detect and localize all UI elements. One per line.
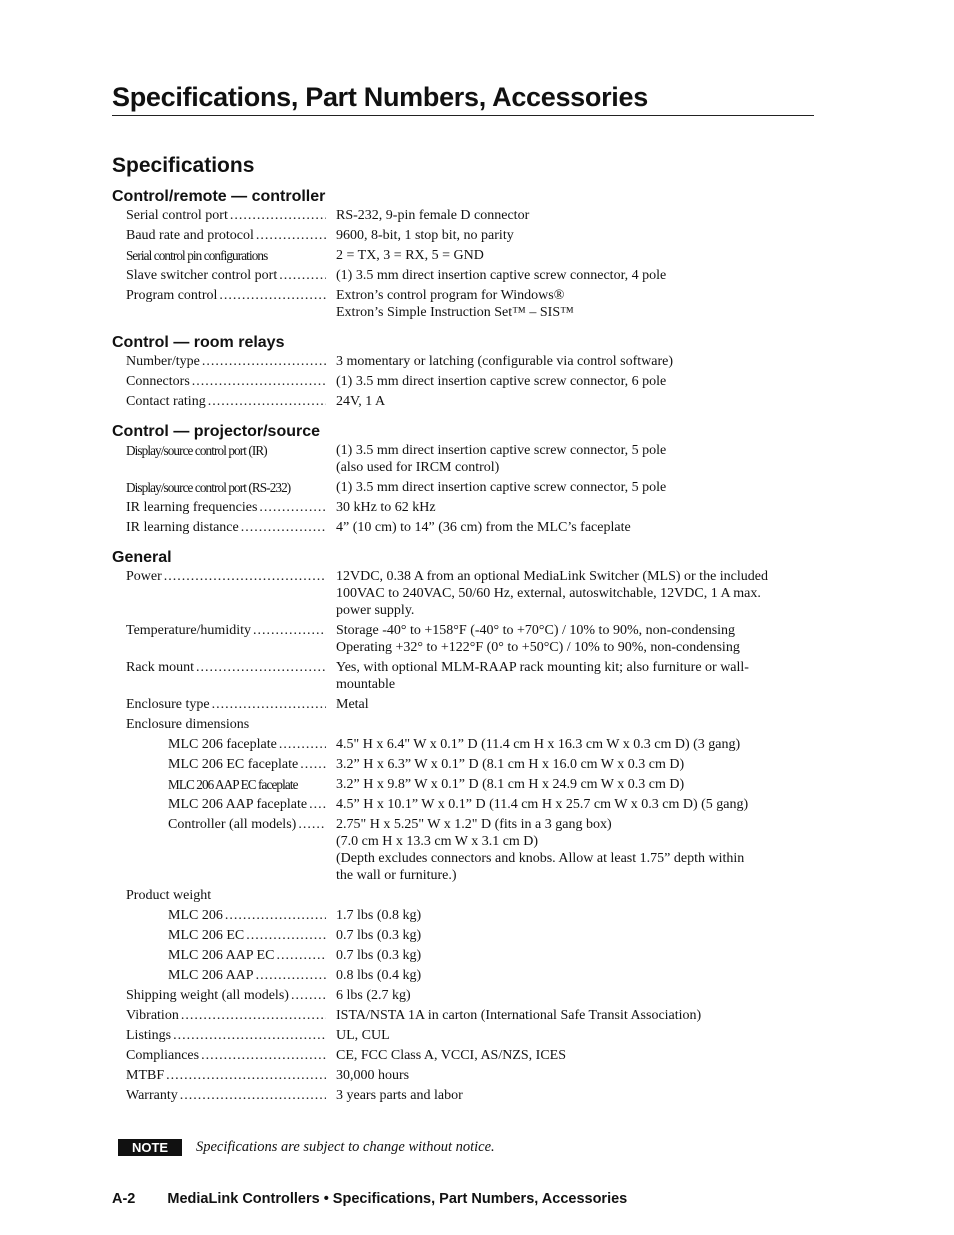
spec-label-cell — [112, 1007, 336, 1027]
spec-row — [112, 1087, 768, 1107]
spec-label-cell — [112, 373, 336, 393]
spec-row — [112, 622, 768, 659]
spec-label-cell — [112, 696, 336, 716]
spec-value-line: 24V, 1 A — [336, 394, 386, 409]
spec-row — [112, 393, 673, 413]
spec-value-line: mountable — [336, 677, 396, 692]
spec-label-cell — [112, 227, 336, 247]
spec-value-line: power supply. — [336, 603, 415, 618]
leader-dots — [300, 756, 326, 773]
leader-dots — [230, 207, 326, 224]
spec-value-cell — [336, 887, 768, 907]
note-callout — [118, 1139, 495, 1156]
spec-value-cell — [336, 736, 768, 756]
spec-value-cell — [336, 227, 666, 247]
spec-label-cell — [112, 967, 336, 987]
spec-label: MLC 206 AAP EC — [168, 948, 275, 963]
leader-dots — [309, 796, 326, 813]
spec-label-cell — [112, 1027, 336, 1047]
leader-dots — [256, 967, 326, 984]
spec-label: Controller (all models) — [168, 817, 297, 832]
spec-label: MLC 206 EC — [168, 928, 245, 943]
spec-value-cell — [336, 1027, 768, 1047]
spec-row — [112, 887, 768, 907]
spec-value-cell — [336, 696, 768, 716]
spec-value-line: (1) 3.5 mm direct insertion captive screw connector, 5 pole — [336, 480, 667, 495]
spec-value-line: 3.2” H x 9.8” W x 0.1” D (8.1 cm H x 24.9 cm W x 0.3 cm D) — [336, 777, 685, 792]
spec-label-cell — [112, 816, 336, 887]
spec-value-line: 100VAC to 240VAC, 50/60 Hz, external, autoswitchable, 12VDC, 1 A max. — [336, 586, 761, 601]
spec-label-cell — [112, 267, 336, 287]
spec-value-line: RS-232, 9-pin female D connector — [336, 208, 530, 223]
spec-label: Vibration — [126, 1008, 179, 1023]
spec-label: Program control — [126, 288, 218, 303]
spec-value-cell — [336, 267, 666, 287]
spec-value-line: 3 momentary or latching (configurable via control software) — [336, 354, 674, 369]
spec-label: IR learning frequencies — [126, 500, 258, 515]
spec-label: MLC 206 AAP faceplate — [168, 797, 308, 812]
spec-row — [112, 736, 768, 756]
page-title: Specifications, Part Numbers, Accessories — [112, 80, 814, 116]
spec-label-cell — [112, 207, 336, 227]
spec-label-cell — [112, 519, 336, 539]
spec-row — [112, 353, 673, 373]
spec-value-cell — [336, 1067, 768, 1087]
spec-label: Serial control port — [126, 208, 228, 223]
spec-label-cell — [112, 622, 336, 659]
spec-value-line: (1) 3.5 mm direct insertion captive screw connector, 5 pole — [336, 443, 667, 458]
spec-label: Contact rating — [126, 394, 206, 409]
spec-value-line: Extron’s control program for Windows® — [336, 288, 565, 303]
spec-content — [112, 187, 822, 1107]
leader-dots — [212, 696, 326, 713]
spec-label: Serial control pin configurations — [126, 248, 268, 263]
specifications-heading: Specifications — [112, 154, 255, 177]
spec-value-line: 6 lbs (2.7 kg) — [336, 988, 411, 1003]
section-heading: Control/remote — controller — [112, 188, 326, 205]
spec-value-line: the wall or furniture.) — [336, 868, 457, 883]
spec-label: Enclosure type — [126, 697, 210, 712]
spec-label: Temperature/humidity — [126, 623, 251, 638]
spec-label-cell — [112, 716, 336, 736]
spec-value-line: (1) 3.5 mm direct insertion captive screw connector, 4 pole — [336, 268, 667, 283]
section-heading: Control — projector/source — [112, 423, 321, 440]
spec-row — [112, 796, 768, 816]
spec-label: MLC 206 AAP — [168, 968, 254, 983]
footer-text: MediaLink Controllers • Specifications, Part Numbers, Accessories — [167, 1191, 628, 1207]
spec-value-line: (7.0 cm H x 13.3 cm W x 3.1 cm D) — [336, 834, 539, 849]
spec-label: Number/type — [126, 354, 200, 369]
leader-dots — [181, 1007, 326, 1024]
spec-row — [112, 247, 666, 267]
spec-value-cell — [336, 442, 666, 479]
spec-value-line: 2.75" H x 5.25" W x 1.2" D (fits in a 3 gang box) — [336, 817, 612, 832]
spec-value-line: 0.7 lbs (0.3 kg) — [336, 928, 422, 943]
spec-value-cell — [336, 1007, 768, 1027]
spec-row — [112, 568, 768, 622]
spec-value-line: 2 = TX, 3 = RX, 5 = GND — [336, 248, 484, 263]
spec-label-cell — [112, 393, 336, 413]
leader-dots — [202, 353, 326, 370]
spec-value-line: Extron’s Simple Instruction Set™ – SIS™ — [336, 305, 574, 320]
leader-dots — [279, 267, 326, 284]
spec-row — [112, 227, 666, 247]
spec-label: Slave switcher control port — [126, 268, 278, 283]
spec-label: MLC 206 EC faceplate — [168, 757, 299, 772]
spec-value-line: 30 kHz to 62 kHz — [336, 500, 436, 515]
spec-row — [112, 756, 768, 776]
spec-value-cell — [336, 568, 768, 622]
spec-value-cell — [336, 776, 768, 796]
spec-value-cell — [336, 907, 768, 927]
spec-value-line: Yes, with optional MLM-RAAP rack mounting kit; also furniture or wall- — [336, 660, 749, 675]
spec-value-line: 0.7 lbs (0.3 kg) — [336, 948, 422, 963]
leader-dots — [208, 393, 326, 410]
note-text: Specifications are subject to change without notice. — [196, 1139, 495, 1155]
section-heading: Control — room relays — [112, 334, 285, 351]
spec-value-cell — [336, 247, 666, 267]
leader-dots — [225, 907, 326, 924]
spec-row — [112, 716, 768, 736]
spec-label-cell — [112, 1047, 336, 1067]
leader-dots — [259, 499, 326, 516]
spec-row — [112, 1067, 768, 1087]
spec-value-cell — [336, 499, 666, 519]
spec-value-line: ISTA/NSTA 1A in carton (International Safe Transit Association) — [336, 1008, 702, 1023]
leader-dots — [279, 736, 326, 753]
spec-value-cell — [336, 716, 768, 736]
spec-table — [112, 568, 768, 1107]
spec-value-line: 4.5” H x 10.1” W x 0.1” D (11.4 cm H x 25.7 cm W x 0.3 cm D) (5 gang) — [336, 797, 749, 812]
spec-label: Enclosure dimensions — [126, 717, 250, 732]
spec-label-cell — [112, 1067, 336, 1087]
spec-value-line: (1) 3.5 mm direct insertion captive screw connector, 6 pole — [336, 374, 667, 389]
spec-value-cell — [336, 373, 673, 393]
spec-row — [112, 816, 768, 887]
spec-label: Listings — [126, 1028, 172, 1043]
spec-label-cell — [112, 987, 336, 1007]
spec-label: Power — [126, 569, 162, 584]
spec-label: MTBF — [126, 1068, 165, 1083]
spec-label-cell — [112, 247, 336, 267]
spec-label-cell — [112, 796, 336, 816]
leader-dots — [291, 987, 326, 1004]
spec-value-line: 3 years parts and labor — [336, 1088, 463, 1103]
spec-row — [112, 967, 768, 987]
spec-value-cell — [336, 353, 673, 373]
leader-dots — [173, 1027, 326, 1044]
spec-label-cell — [112, 659, 336, 696]
spec-value-cell — [336, 756, 768, 776]
spec-row — [112, 776, 768, 796]
spec-table — [112, 442, 666, 539]
spec-value-cell — [336, 796, 768, 816]
spec-label-cell — [112, 353, 336, 373]
spec-row — [112, 442, 666, 479]
spec-label-cell — [112, 568, 336, 622]
spec-value-cell — [336, 927, 768, 947]
spec-row — [112, 947, 768, 967]
spec-label-cell — [112, 479, 336, 499]
leader-dots — [246, 927, 326, 944]
leader-dots — [180, 1087, 326, 1104]
spec-value-line: 4.5" H x 6.4" W x 0.1” D (11.4 cm H x 16.3 cm W x 0.3 cm D) (3 gang) — [336, 737, 741, 752]
spec-label-cell — [112, 907, 336, 927]
spec-label: MLC 206 — [168, 908, 223, 923]
spec-label: Display/source control port (IR) — [126, 443, 267, 458]
spec-value-cell — [336, 947, 768, 967]
spec-value-cell — [336, 479, 666, 499]
spec-row — [112, 927, 768, 947]
spec-value-cell — [336, 967, 768, 987]
leader-dots — [164, 568, 326, 585]
spec-value-line: 30,000 hours — [336, 1068, 410, 1083]
spec-label: Warranty — [126, 1088, 178, 1103]
spec-label-cell — [112, 287, 336, 324]
leader-dots — [196, 659, 326, 676]
spec-value-cell — [336, 1087, 768, 1107]
spec-label: MLC 206 AAP EC faceplate — [168, 777, 298, 792]
spec-row — [112, 479, 666, 499]
spec-row — [112, 287, 666, 324]
spec-row — [112, 696, 768, 716]
spec-label: Compliances — [126, 1048, 200, 1063]
spec-value-line: (Depth excludes connectors and knobs. Allow at least 1.75” depth within — [336, 851, 745, 866]
spec-label: Display/source control port (RS-232) — [126, 480, 291, 495]
spec-label-cell — [112, 947, 336, 967]
page-number: A-2 — [112, 1191, 136, 1207]
spec-value-line: (also used for IRCM control) — [336, 460, 500, 475]
spec-value-cell — [336, 287, 666, 324]
spec-value-cell — [336, 659, 768, 696]
spec-value-cell — [336, 519, 666, 539]
leader-dots — [276, 947, 326, 964]
spec-table — [112, 353, 673, 413]
leader-dots — [192, 373, 326, 390]
spec-row — [112, 267, 666, 287]
spec-label: Baud rate and protocol — [126, 228, 254, 243]
spec-value-line: 12VDC, 0.38 A from an optional MediaLink Switcher (MLS) or the included — [336, 569, 768, 584]
spec-label-cell — [112, 442, 336, 479]
spec-label: MLC 206 faceplate — [168, 737, 277, 752]
spec-row — [112, 373, 673, 393]
spec-label-cell — [112, 887, 336, 907]
spec-row — [112, 519, 666, 539]
spec-value-cell — [336, 207, 666, 227]
spec-value-line: Metal — [336, 697, 369, 712]
spec-label-cell — [112, 1087, 336, 1107]
spec-label-cell — [112, 927, 336, 947]
page-footer — [112, 1191, 627, 1207]
spec-table — [112, 207, 666, 324]
leader-dots — [298, 816, 326, 833]
spec-label-cell — [112, 499, 336, 519]
spec-label: Shipping weight (all models) — [126, 988, 289, 1003]
spec-value-cell — [336, 816, 768, 887]
spec-value-line: 0.8 lbs (0.4 kg) — [336, 968, 422, 983]
spec-value-line: CE, FCC Class A, VCCI, AS/NZS, ICES — [336, 1048, 567, 1063]
spec-value-line: UL, CUL — [336, 1028, 390, 1043]
leader-dots — [241, 519, 326, 536]
spec-value-cell — [336, 622, 768, 659]
spec-label: Connectors — [126, 374, 190, 389]
spec-value-line: 3.2” H x 6.3” W x 0.1” D (8.1 cm H x 16.0 cm W x 0.3 cm D) — [336, 757, 685, 772]
note-badge: NOTE — [118, 1139, 182, 1156]
spec-label-cell — [112, 736, 336, 756]
leader-dots — [201, 1047, 326, 1064]
spec-label: IR learning distance — [126, 520, 239, 535]
leader-dots — [253, 622, 326, 639]
spec-value-cell — [336, 987, 768, 1007]
leader-dots — [219, 287, 326, 304]
leader-dots — [166, 1067, 326, 1084]
spec-value-line: Operating +32° to +122°F (0° to +50°C) / 10% to 90%, non-condensing — [336, 640, 740, 655]
section-heading: General — [112, 549, 172, 566]
spec-row — [112, 1027, 768, 1047]
spec-row — [112, 659, 768, 696]
spec-row — [112, 907, 768, 927]
spec-label-cell — [112, 776, 336, 796]
spec-row — [112, 207, 666, 227]
spec-row — [112, 987, 768, 1007]
spec-row — [112, 1047, 768, 1067]
spec-value-line: 9600, 8-bit, 1 stop bit, no parity — [336, 228, 514, 243]
spec-label: Product weight — [126, 888, 212, 903]
spec-label-cell — [112, 756, 336, 776]
spec-value-line: 4” (10 cm) to 14” (36 cm) from the MLC’s faceplate — [336, 520, 631, 535]
spec-label: Rack mount — [126, 660, 195, 675]
spec-row — [112, 499, 666, 519]
spec-row — [112, 1007, 768, 1027]
leader-dots — [256, 227, 326, 244]
spec-value-line: Storage -40° to +158°F (-40° to +70°C) / 10% to 90%, non-condensing — [336, 623, 736, 638]
spec-value-cell — [336, 1047, 768, 1067]
spec-value-line: 1.7 lbs (0.8 kg) — [336, 908, 422, 923]
spec-value-cell — [336, 393, 673, 413]
